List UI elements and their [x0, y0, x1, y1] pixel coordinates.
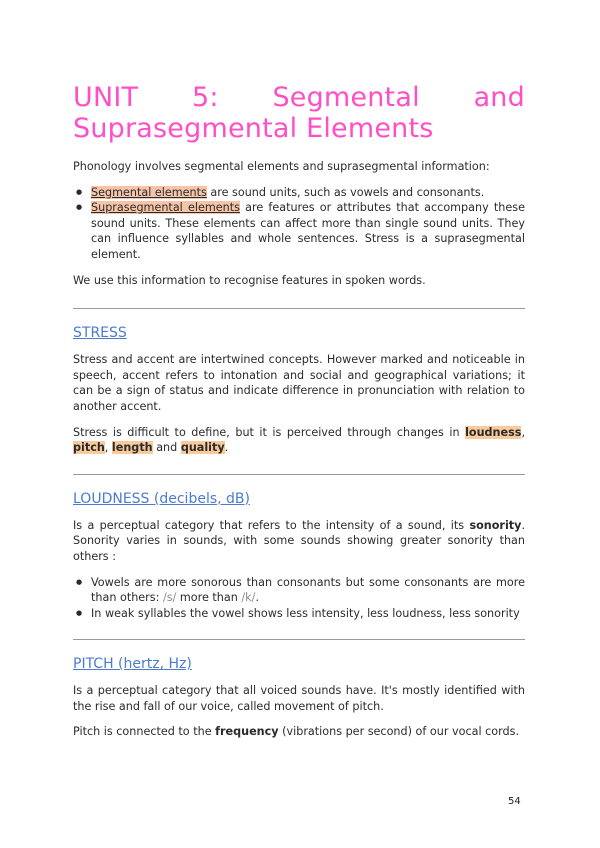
- text-run: Is a perceptual category that refers to the intensity of a sound, its: [73, 518, 470, 532]
- text-run: .: [255, 591, 259, 605]
- section-divider: [73, 308, 525, 309]
- pitch-paragraph-1: Is a perceptual category that all voiced sounds have. It's mostly identified with the rise and fall of our voice, called movement of pitch.: [73, 684, 525, 713]
- list-item: [73, 575, 525, 606]
- phoneme: /k/: [241, 591, 256, 605]
- section-divider: [73, 474, 525, 475]
- intro-lead: Phonology involves segmental elements and suprasegmental information:: [73, 160, 490, 173]
- stress-paragraph-1: Stress and accent are intertwined concepts. However marked and noticeable in speech, accent refers to intonation and social and geographical variations; it can be a sign of status and indicate difference in pronunciation with relation to another accent.: [73, 353, 525, 413]
- title-word: UNIT: [73, 82, 139, 113]
- title-word: and: [473, 82, 525, 113]
- bold-term: sonority: [469, 518, 522, 532]
- title-line-1: [73, 82, 525, 113]
- term-suprasegmental: Suprasegmental elements: [91, 201, 240, 215]
- title-word: 5:: [191, 82, 219, 113]
- term-segmental: Segmental elements: [91, 185, 207, 199]
- list-item: [73, 200, 525, 262]
- list-item: ● In weak syllables the vowel shows less intensity, less loudness, less sonority: [73, 606, 525, 622]
- text-run: and: [152, 441, 181, 455]
- heading-stress: STRESS: [73, 325, 127, 342]
- text-run: ,: [104, 441, 112, 455]
- keyword-loudness: loudness: [465, 425, 522, 439]
- text-run: (vibrations per second) of our vocal cords.: [278, 725, 519, 739]
- page-number: 54: [508, 796, 521, 807]
- text-run: ,: [521, 425, 525, 439]
- stress-paragraph-2: [73, 425, 525, 456]
- text-run: Pitch is connected to the: [73, 725, 216, 739]
- heading-pitch: PITCH (hertz, Hz): [73, 656, 192, 673]
- list-item: [73, 185, 525, 201]
- page-content: [73, 82, 525, 740]
- text-run: Stress is difficult to define, but it is perceived through changes in: [73, 425, 466, 439]
- text-run: more than: [176, 591, 242, 605]
- title-line-2: Suprasegmental Elements: [73, 113, 434, 144]
- pitch-paragraph-2: [73, 724, 525, 740]
- text-run: Vowels are more sonorous than consonants but some consonants are more than others:: [91, 575, 525, 605]
- text-run: . Sonority varies in sounds, with some sounds showing greater sonority than others :: [73, 518, 525, 563]
- phoneme: /s/: [162, 591, 177, 605]
- keyword-pitch: pitch: [73, 441, 105, 455]
- intro-closing: We use this information to recognise features in spoken words.: [73, 273, 426, 287]
- heading-loudness: LOUDNESS (decibels, dB): [73, 490, 250, 507]
- bold-term: frequency: [215, 725, 279, 739]
- page-title: [73, 82, 525, 144]
- item-text: are features or attributes that accompany these sound units. These elements can affect more than single sound units. They can influence syllables and whole sentences. Stress is a suprasegmental element.: [91, 201, 525, 261]
- title-word: Segmental: [272, 82, 420, 113]
- keyword-quality: quality: [180, 441, 225, 455]
- loudness-paragraph: [73, 518, 525, 565]
- item-text: are sound units, such as vowels and consonants.: [206, 185, 485, 199]
- text-run: .: [224, 441, 229, 455]
- keyword-length: length: [111, 441, 153, 455]
- intro-list: [73, 185, 525, 263]
- loudness-list: [73, 575, 525, 622]
- section-divider: [73, 639, 525, 640]
